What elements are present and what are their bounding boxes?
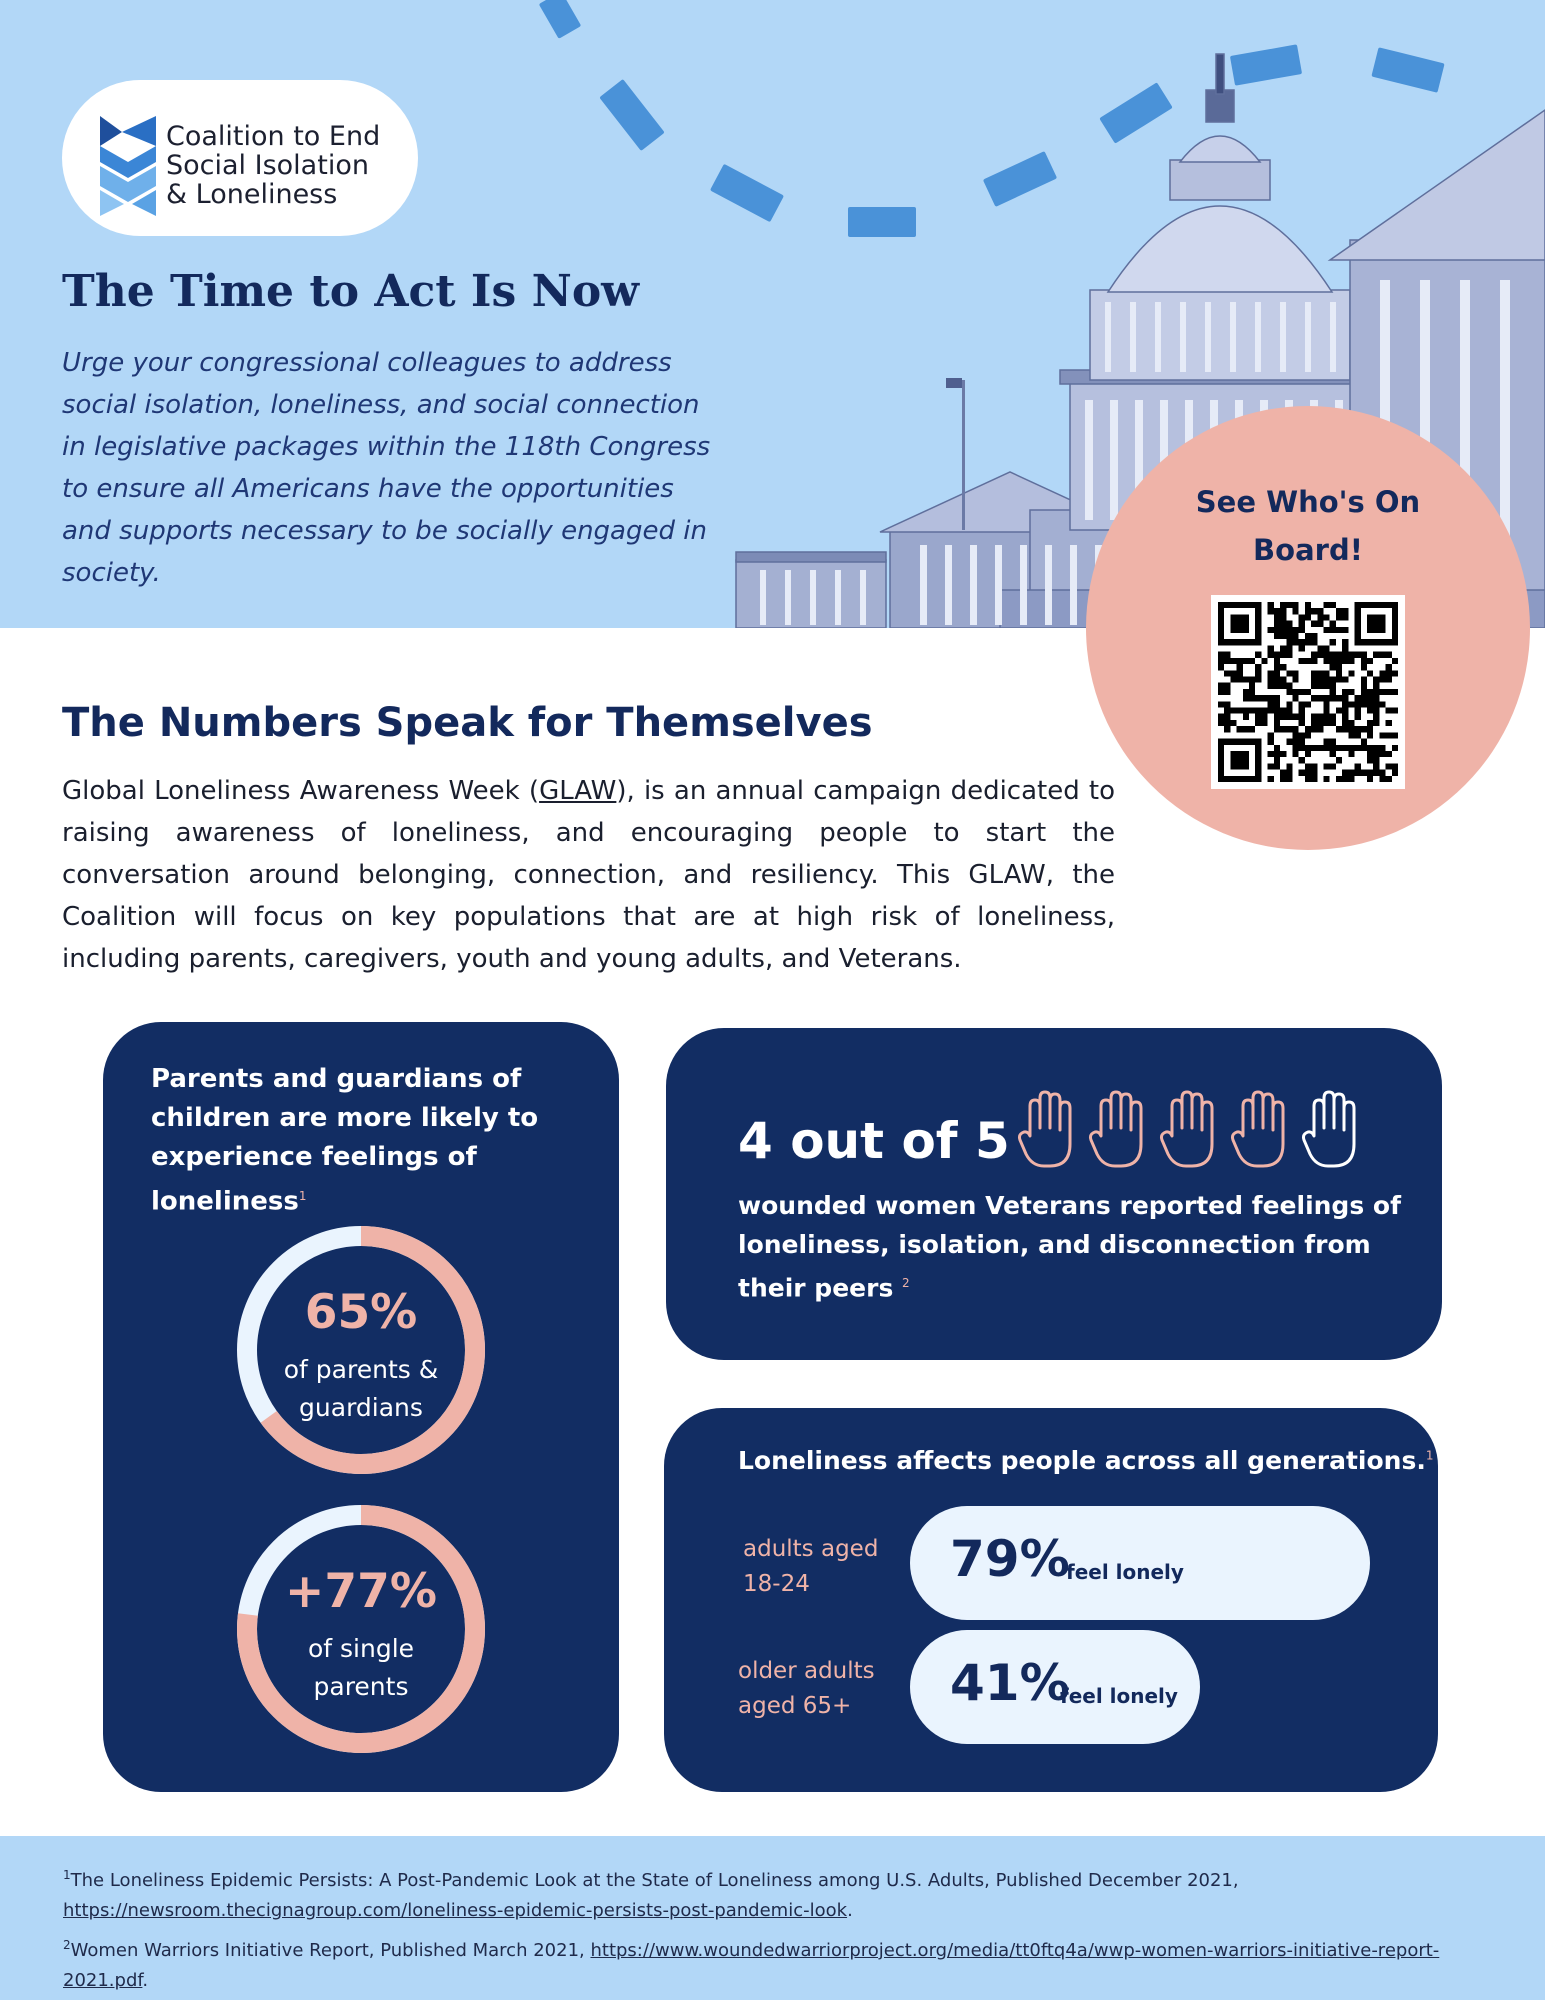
veterans-stat-card	[666, 1028, 1442, 1360]
older-adults-label-2: aged 65+	[738, 1693, 852, 1719]
parents-card-heading	[151, 1060, 591, 1222]
footnote-2-text: Women Warriors Initiative Report, Published March 2021,	[70, 1940, 585, 1961]
young-adults-label	[743, 1532, 878, 1602]
veterans-body-text: wounded women Veterans reported feelings of loneliness, isolation, and disconnection from their peers	[738, 1191, 1401, 1303]
hand-icon	[1300, 1088, 1360, 1170]
older-adults-label	[738, 1654, 875, 1724]
footnote-2-ref: 2	[63, 1938, 71, 1952]
decorative-dash	[599, 79, 665, 151]
footnote-ref: 1	[298, 1189, 307, 1203]
logo-line-2: Social Isolation	[166, 150, 369, 181]
young-adults-label-2: 18-24	[743, 1571, 810, 1597]
decorative-dash	[539, 0, 582, 39]
single-parents-stat-label-1: of single	[307, 1634, 415, 1663]
parents-stat-value: 65%	[304, 1285, 418, 1340]
single-parents-stat-value: +77%	[285, 1564, 437, 1619]
single-parents-ring-graphic	[236, 1504, 486, 1754]
footnote-2	[63, 1930, 1483, 1996]
hand-icon-highlighted	[1016, 1088, 1076, 1170]
logo-line-3: & Loneliness	[166, 179, 338, 210]
qr-code-icon	[1218, 602, 1398, 782]
coalition-logo-icon	[100, 116, 156, 216]
coalition-logo[interactable]	[62, 80, 418, 236]
hand-icon-highlighted	[1229, 1088, 1289, 1170]
single-parents-ring-chart	[236, 1504, 486, 1754]
parents-heading-text: Parents and guardians of children are more likely to experience feelings of loneliness	[151, 1064, 539, 1217]
young-adults-bar	[910, 1506, 1370, 1620]
young-adults-value: 79%	[950, 1530, 1070, 1588]
older-adults-label-1: older adults	[738, 1658, 875, 1684]
footnote-1	[63, 1860, 1483, 1926]
qr-code[interactable]	[1211, 595, 1405, 789]
parents-stat-card	[103, 1022, 619, 1792]
parents-stat-label-2: guardians	[299, 1393, 423, 1422]
body-text-end: ), is an annual campaign dedicated to raising awareness of loneliness, and encouraging people to start the conversation around belonging, connection, and resiliency. This GLAW, the Coalition will focus on key populations that are at high risk of loneliness, including parents, caregivers, youth and young adults, and Veterans.	[62, 776, 1115, 974]
logo-line-1: Coalition to End	[166, 121, 381, 152]
body-text-start: Global Loneliness Awareness Week (	[62, 776, 540, 806]
parents-stat-label-1: of parents &	[283, 1355, 439, 1384]
footnote-2-link[interactable]: https://www.woundedwarriorproject.org/media/tt0ftq4a/wwp-women-warriors-initiative-report-2021.pdf	[63, 1940, 1440, 1991]
footnote-ref: 2	[902, 1276, 910, 1290]
qr-title-line-2: Board!	[1253, 533, 1363, 567]
generations-heading-text: Loneliness affects people across all generations.	[738, 1446, 1426, 1475]
qr-title	[1086, 478, 1530, 574]
numbers-section-title: The Numbers Speak for Themselves	[62, 700, 873, 746]
veterans-stat-description	[738, 1186, 1418, 1307]
footnote-ref: 1	[1425, 1448, 1434, 1463]
parents-ring-chart	[236, 1225, 486, 1475]
footnote-1-text: The Loneliness Epidemic Persists: A Post-Pandemic Look at the State of Loneliness among U.S. Adults, Published December 2021,	[70, 1870, 1239, 1891]
generations-card-heading	[738, 1446, 1433, 1475]
older-adults-bar	[910, 1630, 1200, 1744]
older-adults-suffix: feel lonely	[1060, 1684, 1178, 1708]
logo-wordmark	[166, 122, 380, 209]
page-title: The Time to Act Is Now	[62, 266, 640, 317]
glaw-link[interactable]: GLAW	[539, 776, 617, 806]
numbers-section-body	[62, 770, 1115, 980]
young-adults-label-1: adults aged	[743, 1536, 879, 1562]
see-whos-on-board-callout	[1086, 406, 1530, 850]
young-adults-suffix: feel lonely	[1066, 1560, 1184, 1584]
hero-subtitle: Urge your congressional colleagues to address social isolation, loneliness, and social connection in legislative packages within the 118th Congress to ensure all Americans have the opportunities and supports necessary to be socially engaged in society.	[62, 348, 711, 588]
footnotes-section	[0, 1836, 1545, 2000]
older-adults-value: 41%	[950, 1654, 1070, 1712]
hand-icon-highlighted	[1087, 1088, 1147, 1170]
footnote-1-end: .	[847, 1900, 853, 1921]
footnote-2-end: .	[142, 1970, 149, 1991]
footnote-1-ref: 1	[63, 1868, 71, 1882]
single-parents-stat-label-2: parents	[313, 1672, 409, 1701]
parents-ring-graphic	[236, 1225, 486, 1475]
hand-icon-highlighted	[1158, 1088, 1218, 1170]
generations-stat-card	[664, 1408, 1438, 1792]
qr-title-line-1: See Who's On	[1195, 485, 1421, 519]
veterans-stat-value: 4 out of 5	[738, 1112, 1010, 1170]
footnote-1-link[interactable]: https://newsroom.thecignagroup.com/loneliness-epidemic-persists-post-pandemic-look	[63, 1900, 848, 1921]
